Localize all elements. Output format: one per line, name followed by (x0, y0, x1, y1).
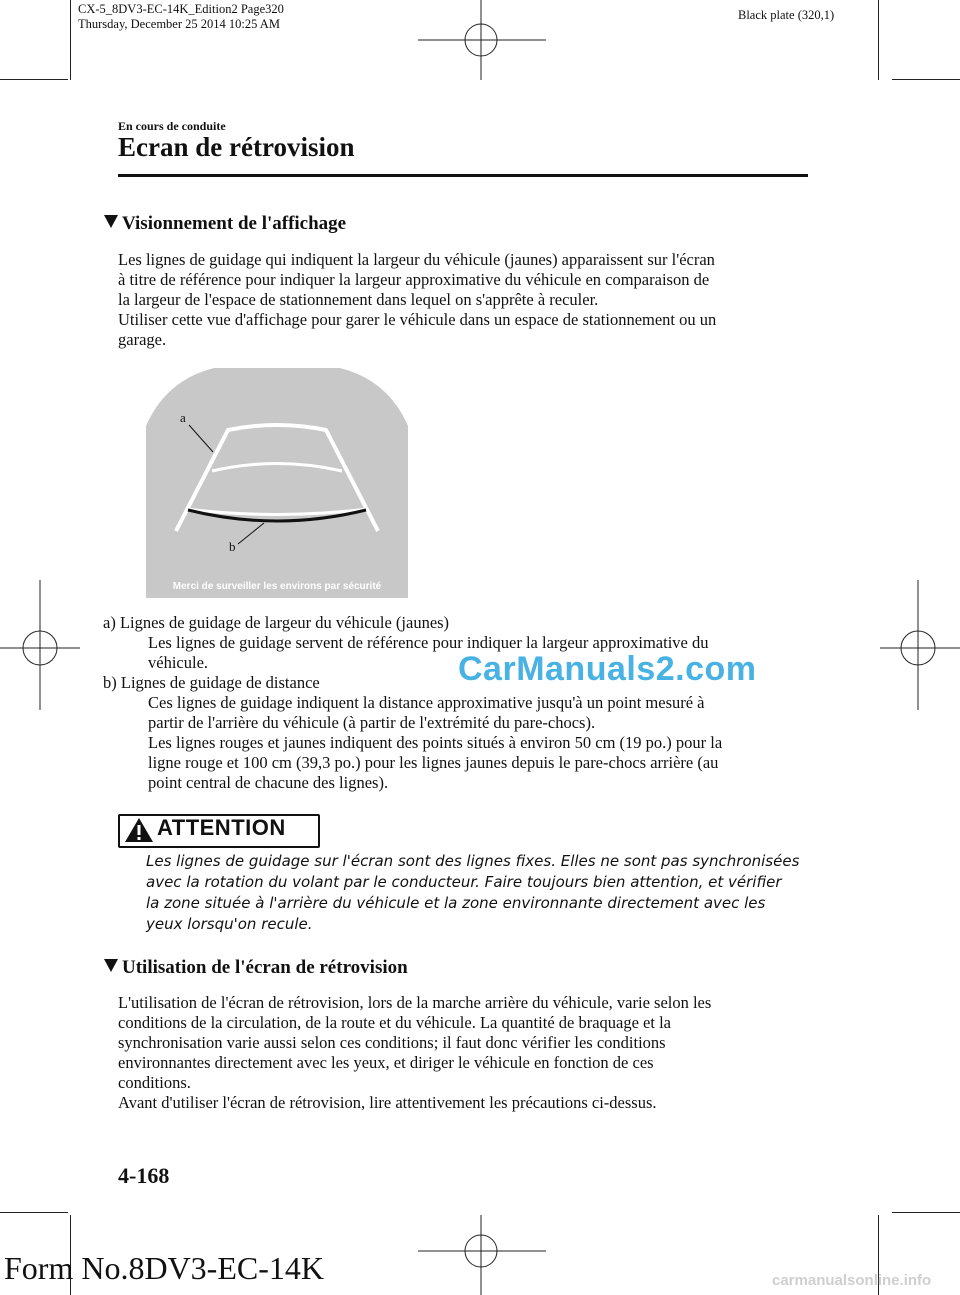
crop-mark (70, 0, 71, 80)
paragraph-line: synchronisation varie aussi selon ces conditions; il faut donc vérifier les conditions (118, 1033, 666, 1052)
paragraph-line: Les lignes de guidage qui indiquent la largeur du véhicule (jaunes) apparaissent sur l'écran (118, 250, 715, 269)
legend-b-line: point central de chacune des lignes). (148, 773, 389, 792)
crop-mark (0, 1212, 68, 1213)
attention-line: Les lignes de guidage sur l'écran sont des lignes fixes. Elles ne sont pas synchronisées (146, 852, 800, 870)
footer-watermark: carmanualsonline.info (772, 1272, 932, 1289)
section-label: En cours de conduite (118, 119, 226, 133)
paragraph-line: Utiliser cette vue d'affichage pour garer le véhicule dans un espace de stationnement ou un (118, 310, 717, 329)
page-title: Ecran de rétrovision (118, 132, 355, 162)
crop-mark (878, 0, 879, 80)
registration-mark-icon (880, 580, 960, 710)
paragraph-line: la largeur de l'espace de stationnement dans lequel on s'apprête à reculer. (118, 290, 599, 309)
legend-b-line: Les lignes rouges et jaunes indiquent des points situés à environ 50 cm (19 po.) pour la (148, 733, 723, 752)
usage-paragraph (118, 993, 818, 1113)
legend-a-line: Les lignes de guidage servent de référence pour indiquer la largeur approximative du (148, 633, 709, 652)
legend-b-line: partir de l'arrière du véhicule (à partir de l'extrémité du pare-chocs). (148, 713, 596, 732)
paragraph-line: L'utilisation de l'écran de rétrovision, lors de la marche arrière du véhicule, varie selon les (118, 993, 712, 1012)
attention-line: avec la rotation du volant par le conducteur. Faire toujours bien attention, et vérifier (146, 873, 782, 891)
attention-line: yeux lorsqu'on recule. (146, 915, 313, 933)
title-rule (118, 174, 808, 177)
paragraph-line: Avant d'utiliser l'écran de rétrovision, lire attentivement les précautions ci-dessus. (118, 1093, 657, 1112)
figure-legend (103, 613, 823, 793)
attention-label: ATTENTION (157, 815, 286, 840)
intro-paragraph (118, 250, 818, 350)
subsection-heading (104, 957, 408, 979)
form-number: Form No.8DV3-EC-14K (4, 1250, 324, 1286)
crop-mark (892, 1212, 960, 1213)
plate-label: Black plate (320,1) (738, 8, 835, 22)
warning-triangle-icon (124, 817, 154, 843)
legend-b-heading: b) Lignes de guidage de distance (103, 673, 320, 692)
page-number: 4-168 (118, 1163, 170, 1188)
paragraph-line: conditions. (118, 1073, 191, 1092)
attention-line: la zone située à l'arrière du véhicule et la zone environnante directement avec les (146, 894, 766, 912)
registration-mark-icon (0, 580, 80, 710)
legend-b-line: Ces lignes de guidage indiquent la distance approximative jusqu'à un point mesuré à (148, 693, 705, 712)
screen-message: Merci de surveiller les environs par sécurité (172, 581, 382, 592)
print-file-line: CX-5_8DV3-EC-14K_Edition2 Page320 (78, 2, 284, 16)
subsection-title: Visionnement de l'affichage (122, 213, 347, 234)
camera-screen (146, 368, 408, 598)
paragraph-line: garage. (118, 330, 167, 349)
legend-a-heading: a) Lignes de guidage de largeur du véhicule (jaunes) (103, 613, 450, 632)
print-header (78, 2, 284, 32)
paragraph-line: conditions de la circulation, de la route et du véhicule. La quantité de braquage et la (118, 1013, 671, 1032)
registration-mark-icon (418, 1215, 546, 1295)
subsection-title: Utilisation de l'écran de rétrovision (122, 957, 408, 978)
label-a: a (180, 410, 186, 425)
triangle-bullet-icon (104, 215, 118, 228)
label-b: b (229, 539, 236, 554)
subsection-heading (104, 213, 346, 235)
triangle-bullet-icon (104, 959, 118, 972)
watermark-text: CarManuals2.com (458, 650, 757, 688)
legend-a-line: véhicule. (148, 653, 209, 672)
rear-camera-figure (146, 368, 408, 598)
attention-text (146, 851, 816, 935)
print-date-line: Thursday, December 25 2014 10:25 AM (78, 17, 280, 31)
paragraph-line: environnantes directement avec les yeux, et diriger le véhicule en fonction de ces (118, 1053, 654, 1072)
registration-mark-icon (418, 0, 546, 80)
legend-b-line: ligne rouge et 100 cm (39,3 po.) pour les lignes jaunes depuis le pare-chocs arrière (au (148, 753, 719, 772)
crop-mark (892, 79, 960, 80)
crop-mark (0, 79, 68, 80)
paragraph-line: à titre de référence pour indiquer la largeur approximative du véhicule en comparaison de (118, 270, 710, 289)
